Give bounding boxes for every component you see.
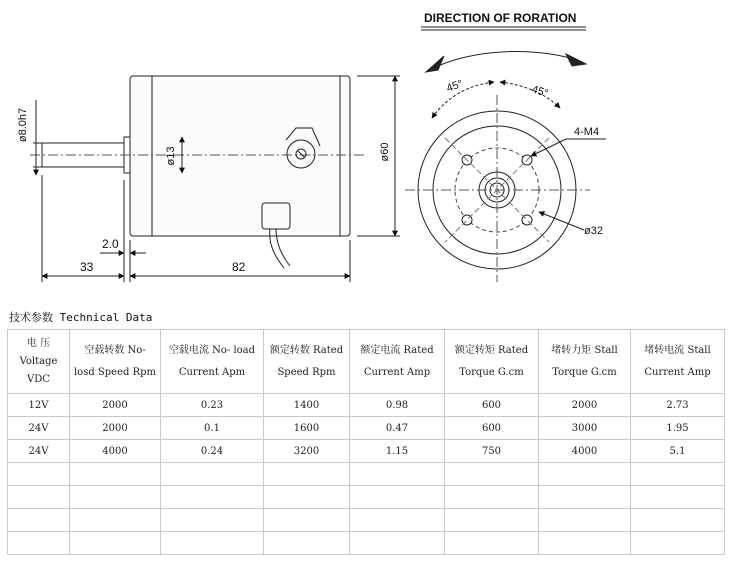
angle-left-label: 45° [444, 77, 465, 95]
table-cell [70, 463, 161, 486]
table-cell [264, 532, 350, 555]
header-no-load-current: 空载电流 No- load Current Apm [161, 330, 264, 394]
table-cell: 0.23 [161, 394, 264, 417]
table-row [8, 532, 725, 555]
table-cell [631, 509, 725, 532]
table-cell: 5.1 [631, 440, 725, 463]
table-cell [264, 463, 350, 486]
table-cell: 2000 [539, 394, 631, 417]
header-rated-current: 额定电流 Rated Current Amp [350, 330, 445, 394]
table-cell [350, 463, 445, 486]
dim-boss-length: 2.0 [102, 237, 119, 251]
dim-body-length: 82 [232, 260, 246, 274]
table-cell: 4000 [539, 440, 631, 463]
header-rated-torque: 额定转矩 Rated Torque G.cm [445, 330, 539, 394]
table-cell [8, 463, 70, 486]
motor-body [130, 76, 350, 236]
table-cell: 2000 [70, 417, 161, 440]
table-cell: 750 [445, 440, 539, 463]
bolt-circle-label: ø32 [584, 225, 603, 237]
table-cell [350, 486, 445, 509]
table-cell: 0.24 [161, 440, 264, 463]
table-cell [161, 486, 264, 509]
table-cell [631, 486, 725, 509]
table-header-row [8, 330, 725, 394]
dim-body-diameter: ø60 [379, 142, 391, 162]
table-cell [70, 532, 161, 555]
table-cell: 0.98 [350, 394, 445, 417]
table-cell [161, 509, 264, 532]
table-cell: 1400 [264, 394, 350, 417]
header-rated-speed: 额定转数 Rated Speed Rpm [264, 330, 350, 394]
table-row [8, 463, 725, 486]
table-cell [161, 463, 264, 486]
dim-boss-diameter: ø13 [165, 146, 177, 166]
table-cell: 600 [445, 417, 539, 440]
table-cell [264, 486, 350, 509]
table-row [8, 486, 725, 509]
angle-right-label: 45° [530, 83, 550, 100]
table-cell: 12V [8, 394, 70, 417]
table-cell [539, 463, 631, 486]
holes-label: 4-M4 [574, 126, 600, 138]
table-cell [539, 486, 631, 509]
table-cell: 0.1 [161, 417, 264, 440]
table-cell [161, 532, 264, 555]
table-cell: 1.95 [631, 417, 725, 440]
table-cell: 2000 [70, 394, 161, 417]
table-row [8, 440, 725, 463]
table-cell: 1.15 [350, 440, 445, 463]
table-cell [350, 532, 445, 555]
table-cell [539, 509, 631, 532]
header-voltage: 电 压 Voltage VDC [8, 330, 70, 394]
header-stall-torque: 堵转力矩 Stall Torque G.cm [539, 330, 631, 394]
table-row [8, 394, 725, 417]
table-cell [264, 509, 350, 532]
table-row [8, 509, 725, 532]
table-cell: 24V [8, 417, 70, 440]
header-no-load-speed: 空载转数 No- losd Speed Rpm [70, 330, 161, 394]
table-cell [631, 532, 725, 555]
rotation-arrow-left [426, 56, 444, 72]
front-view [405, 52, 606, 282]
side-view [30, 76, 400, 282]
table-cell [539, 532, 631, 555]
table-cell: 0.47 [350, 417, 445, 440]
table-cell: 3000 [539, 417, 631, 440]
table-cell [445, 532, 539, 555]
table-cell [70, 509, 161, 532]
header-stall-current: 堵转电流 Stall Current Amp [631, 330, 725, 394]
dim-shaft-diameter: ø8.0h7 [17, 107, 29, 143]
table-cell: 4000 [70, 440, 161, 463]
table-cell [445, 486, 539, 509]
table-cell [445, 509, 539, 532]
rotation-title: DIRECTION OF RORATION [424, 11, 577, 25]
table-cell: 1600 [264, 417, 350, 440]
table-caption: 技术参数 Technical Data [9, 311, 153, 324]
table-cell [445, 463, 539, 486]
table-cell [8, 486, 70, 509]
table-cell [350, 509, 445, 532]
dim-shaft-length: 33 [80, 260, 94, 274]
rotation-arrow-right [566, 54, 586, 66]
table-cell [8, 532, 70, 555]
table-cell: 2.73 [631, 394, 725, 417]
table-cell: 600 [445, 394, 539, 417]
table-cell [631, 463, 725, 486]
table-row [8, 417, 725, 440]
table-cell: 24V [8, 440, 70, 463]
table-cell [8, 509, 70, 532]
table-cell [70, 486, 161, 509]
technical-data-table [7, 329, 725, 555]
table-cell: 3200 [264, 440, 350, 463]
